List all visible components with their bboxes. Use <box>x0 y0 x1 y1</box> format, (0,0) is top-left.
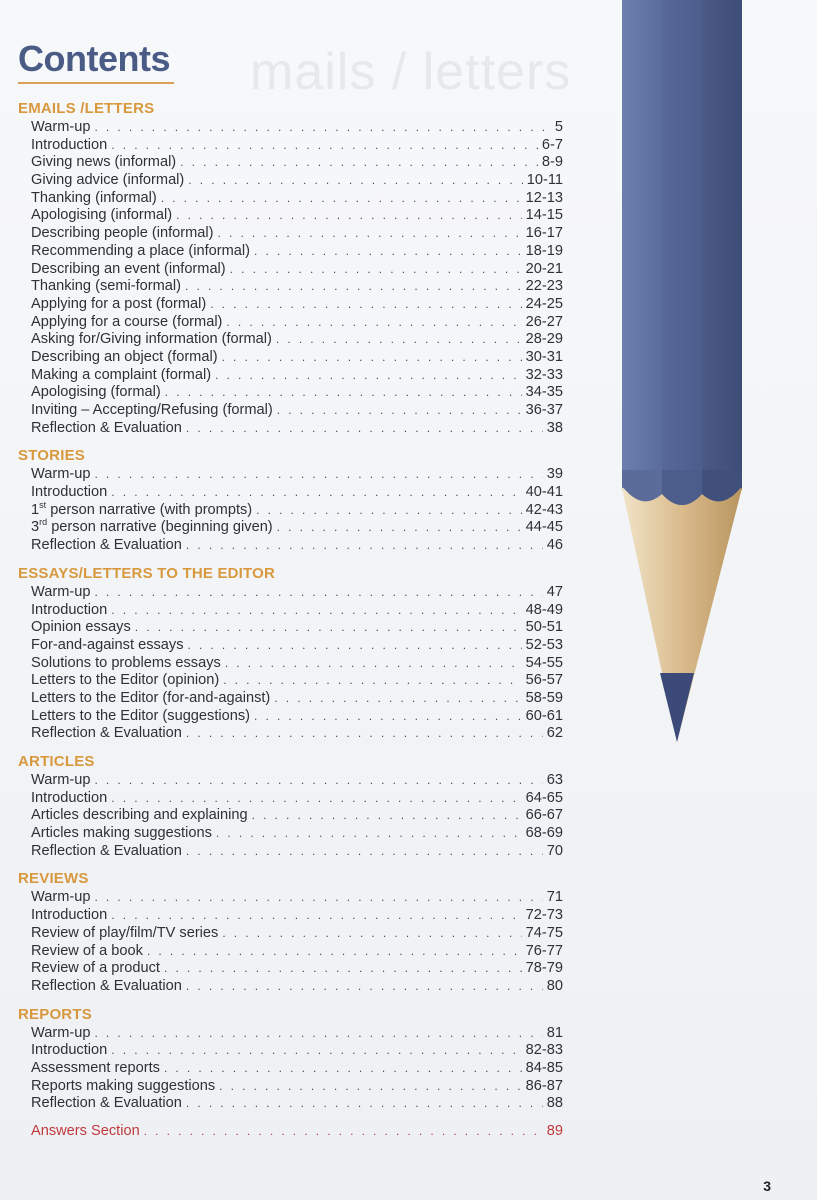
dot-leader <box>222 925 521 943</box>
toc-section <box>18 870 563 995</box>
toc-entry <box>18 725 563 743</box>
toc-entry-page: 86-87 <box>525 1077 563 1094</box>
dot-leader <box>216 825 522 843</box>
toc-entry-page: 20-21 <box>525 260 563 277</box>
toc-entry-page: 66-67 <box>525 807 563 824</box>
toc-section <box>18 100 563 437</box>
toc-entry-page: 18-19 <box>525 242 563 259</box>
toc-entry-label: Opinion essays <box>31 619 131 636</box>
toc-entry-label: Apologising (informal) <box>31 207 173 224</box>
toc-entry-page: 52-53 <box>525 636 563 653</box>
toc-entry-page: 22-23 <box>525 278 563 295</box>
toc-entry-label: Letters to the Editor (suggestions) <box>31 707 251 724</box>
toc-entry <box>18 367 563 385</box>
toc-entry-page: 58-59 <box>525 689 563 706</box>
toc-entry <box>18 1095 563 1113</box>
toc-entry-label: Warm-up <box>31 889 91 906</box>
toc-entry <box>18 243 563 261</box>
dot-leader <box>186 843 543 861</box>
toc-entry-page: 32-33 <box>525 366 563 383</box>
toc-entry-page: 14-15 <box>525 207 563 224</box>
toc-entry-label: Reflection & Evaluation <box>31 1095 182 1112</box>
toc-entry-label: Solutions to problems essays <box>31 654 221 671</box>
toc-entry <box>18 772 563 790</box>
toc-entry-page: 44-45 <box>525 519 563 536</box>
toc-entry-page: 28-29 <box>525 331 563 348</box>
toc-entry <box>18 825 563 843</box>
toc-entry-page: 46 <box>546 537 563 554</box>
toc-entry-page: 63 <box>546 772 563 788</box>
dot-leader <box>188 172 522 190</box>
toc-entry <box>18 384 563 402</box>
toc-entry <box>18 190 563 208</box>
toc-entry <box>18 807 563 825</box>
dot-leader <box>252 807 522 825</box>
toc-entry <box>18 331 563 349</box>
toc-entry-page: 34-35 <box>525 384 563 401</box>
section-heading: REPORTS <box>18 1005 92 1023</box>
toc-entry <box>18 843 563 861</box>
toc-entry-label: Introduction <box>31 601 108 618</box>
toc-entry-page: 47 <box>546 583 563 600</box>
dot-leader <box>111 137 538 155</box>
toc-entry-label <box>31 499 253 520</box>
dot-leader <box>94 889 542 907</box>
title-underline <box>18 82 174 84</box>
dot-leader <box>111 790 521 808</box>
toc-entry <box>18 225 563 243</box>
toc-entry <box>18 978 563 996</box>
toc-entry-label: Warm-up <box>31 119 91 135</box>
toc-entry-label: Reflection & Evaluation <box>31 725 182 742</box>
toc-entry <box>18 278 563 296</box>
toc-entry <box>18 519 563 537</box>
dot-leader <box>254 708 522 726</box>
toc-entry <box>18 402 563 420</box>
toc-entry-page: 82-83 <box>525 1042 563 1059</box>
dot-leader <box>161 190 522 208</box>
toc-entry-label: Reports making suggestions <box>31 1077 216 1094</box>
toc-entry <box>18 466 563 484</box>
toc-entry-ordinal-suffix: st <box>39 499 47 510</box>
toc-entry-page: 88 <box>546 1095 563 1112</box>
toc-entry-ordinal: 3 <box>31 519 40 536</box>
toc-entry-page: 72-73 <box>525 907 563 924</box>
answers-page: 89 <box>546 1123 563 1139</box>
toc-entry-page: 24-25 <box>525 295 563 312</box>
toc-entry <box>18 655 563 673</box>
dot-leader <box>277 402 522 420</box>
dot-leader <box>188 637 522 655</box>
toc-entry-page: 48-49 <box>525 601 563 618</box>
toc-entry-label: Introduction <box>31 789 108 806</box>
dot-leader <box>144 1123 543 1141</box>
dot-leader <box>186 1095 543 1113</box>
toc-entry-page: 50-51 <box>525 619 563 636</box>
toc-entry <box>18 960 563 978</box>
dot-leader <box>219 1078 522 1096</box>
pencil-icon <box>622 0 742 745</box>
dot-leader <box>164 960 522 978</box>
toc-entry <box>18 672 563 690</box>
dot-leader <box>223 672 521 690</box>
dot-leader <box>111 602 521 620</box>
toc-entry-label: Apologising (formal) <box>31 384 161 401</box>
dot-leader <box>111 1042 521 1060</box>
toc-entry <box>18 1078 563 1096</box>
toc-entry-label: For-and-against essays <box>31 636 184 653</box>
toc-entry <box>18 1042 563 1060</box>
toc-entry-page: 30-31 <box>525 348 563 365</box>
toc-entry <box>18 537 563 555</box>
toc-entry <box>18 137 563 155</box>
section-heading: EMAILS /LETTERS <box>18 100 155 117</box>
dot-leader <box>215 367 522 385</box>
dot-leader <box>94 466 542 484</box>
toc-entry-label: Describing an object (formal) <box>31 348 218 365</box>
page-number: 3 <box>763 1178 771 1194</box>
section-heading: ARTICLES <box>18 753 95 770</box>
dot-leader <box>276 331 522 349</box>
toc-entry-page: 64-65 <box>525 789 563 806</box>
toc-entry-page: 40-41 <box>525 484 563 501</box>
toc-entry <box>18 690 563 708</box>
toc-entry <box>18 790 563 808</box>
toc-entry-label: Asking for/Giving information (formal) <box>31 331 272 348</box>
toc-entry-page: 39 <box>546 466 563 483</box>
toc-entry-label: Introduction <box>31 136 108 153</box>
toc-entry <box>18 314 563 332</box>
dot-leader <box>94 772 542 790</box>
toc-entry-page: 16-17 <box>525 225 563 242</box>
toc-entry-page: 10-11 <box>526 172 563 189</box>
toc-entry-label: Making a complaint (formal) <box>31 366 212 383</box>
toc-entry-page: 36-37 <box>525 402 563 418</box>
toc-entry <box>18 172 563 190</box>
dot-leader <box>210 296 521 314</box>
toc-entry-label: Letters to the Editor (opinion) <box>31 672 220 689</box>
dot-leader <box>277 519 522 537</box>
toc-entry-label: Describing people (informal) <box>31 225 214 242</box>
dot-leader <box>274 690 521 708</box>
dot-leader <box>94 584 542 602</box>
toc-entry <box>18 619 563 637</box>
toc-entry-label: Thanking (informal) <box>31 189 157 206</box>
toc-section <box>18 565 563 743</box>
toc-entry-label: Review of play/film/TV series <box>31 924 219 941</box>
toc-entry-label: Warm-up <box>31 772 91 788</box>
toc-entry-page: 84-85 <box>525 1059 563 1076</box>
toc-entry-page: 38 <box>546 419 563 436</box>
toc-entry-page: 5 <box>554 119 563 135</box>
dot-leader <box>185 278 522 296</box>
toc-entry-page: 70 <box>546 842 563 859</box>
toc-entry <box>18 154 563 172</box>
toc-entry-label <box>31 519 273 537</box>
toc-entry-label: Articles describing and explaining <box>31 807 248 824</box>
dot-leader <box>111 484 521 502</box>
dot-leader <box>164 1060 522 1078</box>
toc-entry <box>18 925 563 943</box>
answers-label: Answers Section <box>31 1123 140 1139</box>
toc-entry <box>18 602 563 620</box>
toc-entry-page: 12-13 <box>525 189 563 206</box>
toc-entry-label: Warm-up <box>31 583 91 600</box>
dot-leader <box>111 907 521 925</box>
toc-entry-label: Warm-up <box>31 466 91 483</box>
toc-entry <box>18 889 563 907</box>
dot-leader <box>147 943 522 961</box>
toc-entry-label: Giving news (informal) <box>31 154 177 171</box>
toc-entry-label: Review of a book <box>31 942 143 959</box>
toc-entry-page: 60-61 <box>525 707 563 724</box>
toc-entry-page: 8-9 <box>541 154 563 171</box>
dot-leader <box>186 978 543 996</box>
toc-entry-label: Introduction <box>31 907 108 924</box>
toc-entry <box>18 349 563 367</box>
toc-entry-label: Recommending a place (informal) <box>31 242 250 259</box>
toc-entry <box>18 907 563 925</box>
toc-entry-page: 76-77 <box>525 942 563 959</box>
table-of-contents <box>18 100 563 1141</box>
toc-entry-page: 62 <box>546 725 563 742</box>
section-heading: ESSAYS/LETTERS TO THE EDITOR <box>18 564 276 582</box>
page-title: Contents <box>18 38 170 79</box>
toc-entry-label-rest: person narrative (with prompts) <box>46 501 253 518</box>
toc-entry-page: 80 <box>546 977 563 994</box>
toc-entry-page: 78-79 <box>525 960 563 977</box>
toc-section <box>18 447 563 554</box>
dot-leader <box>165 384 522 402</box>
toc-entry-page: 71 <box>546 889 563 906</box>
toc-entry <box>18 584 563 602</box>
watermark-text: mails / letters <box>250 43 572 101</box>
toc-entry-label-rest: person narrative (beginning given) <box>47 519 273 536</box>
toc-entry-page: 74-75 <box>525 924 563 941</box>
dot-leader <box>176 207 522 225</box>
dot-leader <box>226 314 521 332</box>
dot-leader <box>186 420 543 438</box>
toc-entry <box>18 708 563 726</box>
toc-entry-label: Reflection & Evaluation <box>31 419 182 436</box>
dot-leader <box>225 655 522 673</box>
toc-entry <box>18 1060 563 1078</box>
toc-entry <box>18 499 563 520</box>
dot-leader <box>94 119 550 137</box>
toc-entry-label: Thanking (semi-formal) <box>31 278 182 295</box>
toc-entry-label: Warm-up <box>31 1024 91 1041</box>
toc-entry-page: 68-69 <box>525 825 563 842</box>
dot-leader <box>230 261 522 279</box>
section-heading: REVIEWS <box>18 870 89 888</box>
toc-entry-label: Reflection & Evaluation <box>31 842 182 859</box>
dot-leader <box>186 725 543 743</box>
toc-entry <box>18 1025 563 1043</box>
toc-entry <box>18 637 563 655</box>
toc-entry-ordinal: 1 <box>31 501 40 518</box>
toc-entry-label: Inviting – Accepting/Refusing (formal) <box>31 402 273 418</box>
toc-entry-page: 56-57 <box>525 672 563 689</box>
toc-entry-label: Giving advice (informal) <box>31 172 185 189</box>
toc-entry-page: 81 <box>546 1024 563 1041</box>
toc-entry <box>18 1123 563 1141</box>
dot-leader <box>256 502 522 520</box>
toc-entry <box>18 119 563 137</box>
toc-entry <box>18 484 563 502</box>
dot-leader <box>254 243 522 261</box>
section-heading: STORIES <box>18 447 85 465</box>
toc-entry <box>18 296 563 314</box>
toc-section <box>18 1006 563 1113</box>
toc-entry-ordinal-suffix: rd <box>39 517 48 528</box>
toc-entry-label: Articles making suggestions <box>31 825 212 842</box>
toc-entry-label: Assessment reports <box>31 1059 160 1076</box>
toc-entry-page: 54-55 <box>525 654 563 671</box>
toc-entry-label: Reflection & Evaluation <box>31 537 182 554</box>
toc-entry-page: 42-43 <box>525 501 563 518</box>
toc-entry-label: Applying for a post (formal) <box>31 295 207 312</box>
toc-entry-page: 6-7 <box>541 136 563 153</box>
dot-leader <box>135 619 522 637</box>
toc-entry <box>18 420 563 438</box>
toc-entry <box>18 261 563 279</box>
dot-leader <box>94 1025 542 1043</box>
toc-entry-label: Review of a product <box>31 960 160 977</box>
dot-leader <box>186 537 543 555</box>
toc-entry-label: Letters to the Editor (for-and-against) <box>31 689 271 706</box>
toc-entry-label: Describing an event (informal) <box>31 260 226 277</box>
toc-entry-label: Reflection & Evaluation <box>31 977 182 994</box>
toc-entry <box>18 207 563 225</box>
answers-section-row <box>18 1123 563 1141</box>
toc-entry-page: 26-27 <box>525 313 563 330</box>
toc-entry-label: Applying for a course (formal) <box>31 313 223 330</box>
dot-leader <box>180 154 538 172</box>
toc-entry <box>18 943 563 961</box>
dot-leader <box>218 225 522 243</box>
dot-leader <box>222 349 522 367</box>
toc-entry-label: Introduction <box>31 1042 108 1059</box>
toc-section <box>18 753 563 860</box>
toc-entry-label: Introduction <box>31 484 108 501</box>
